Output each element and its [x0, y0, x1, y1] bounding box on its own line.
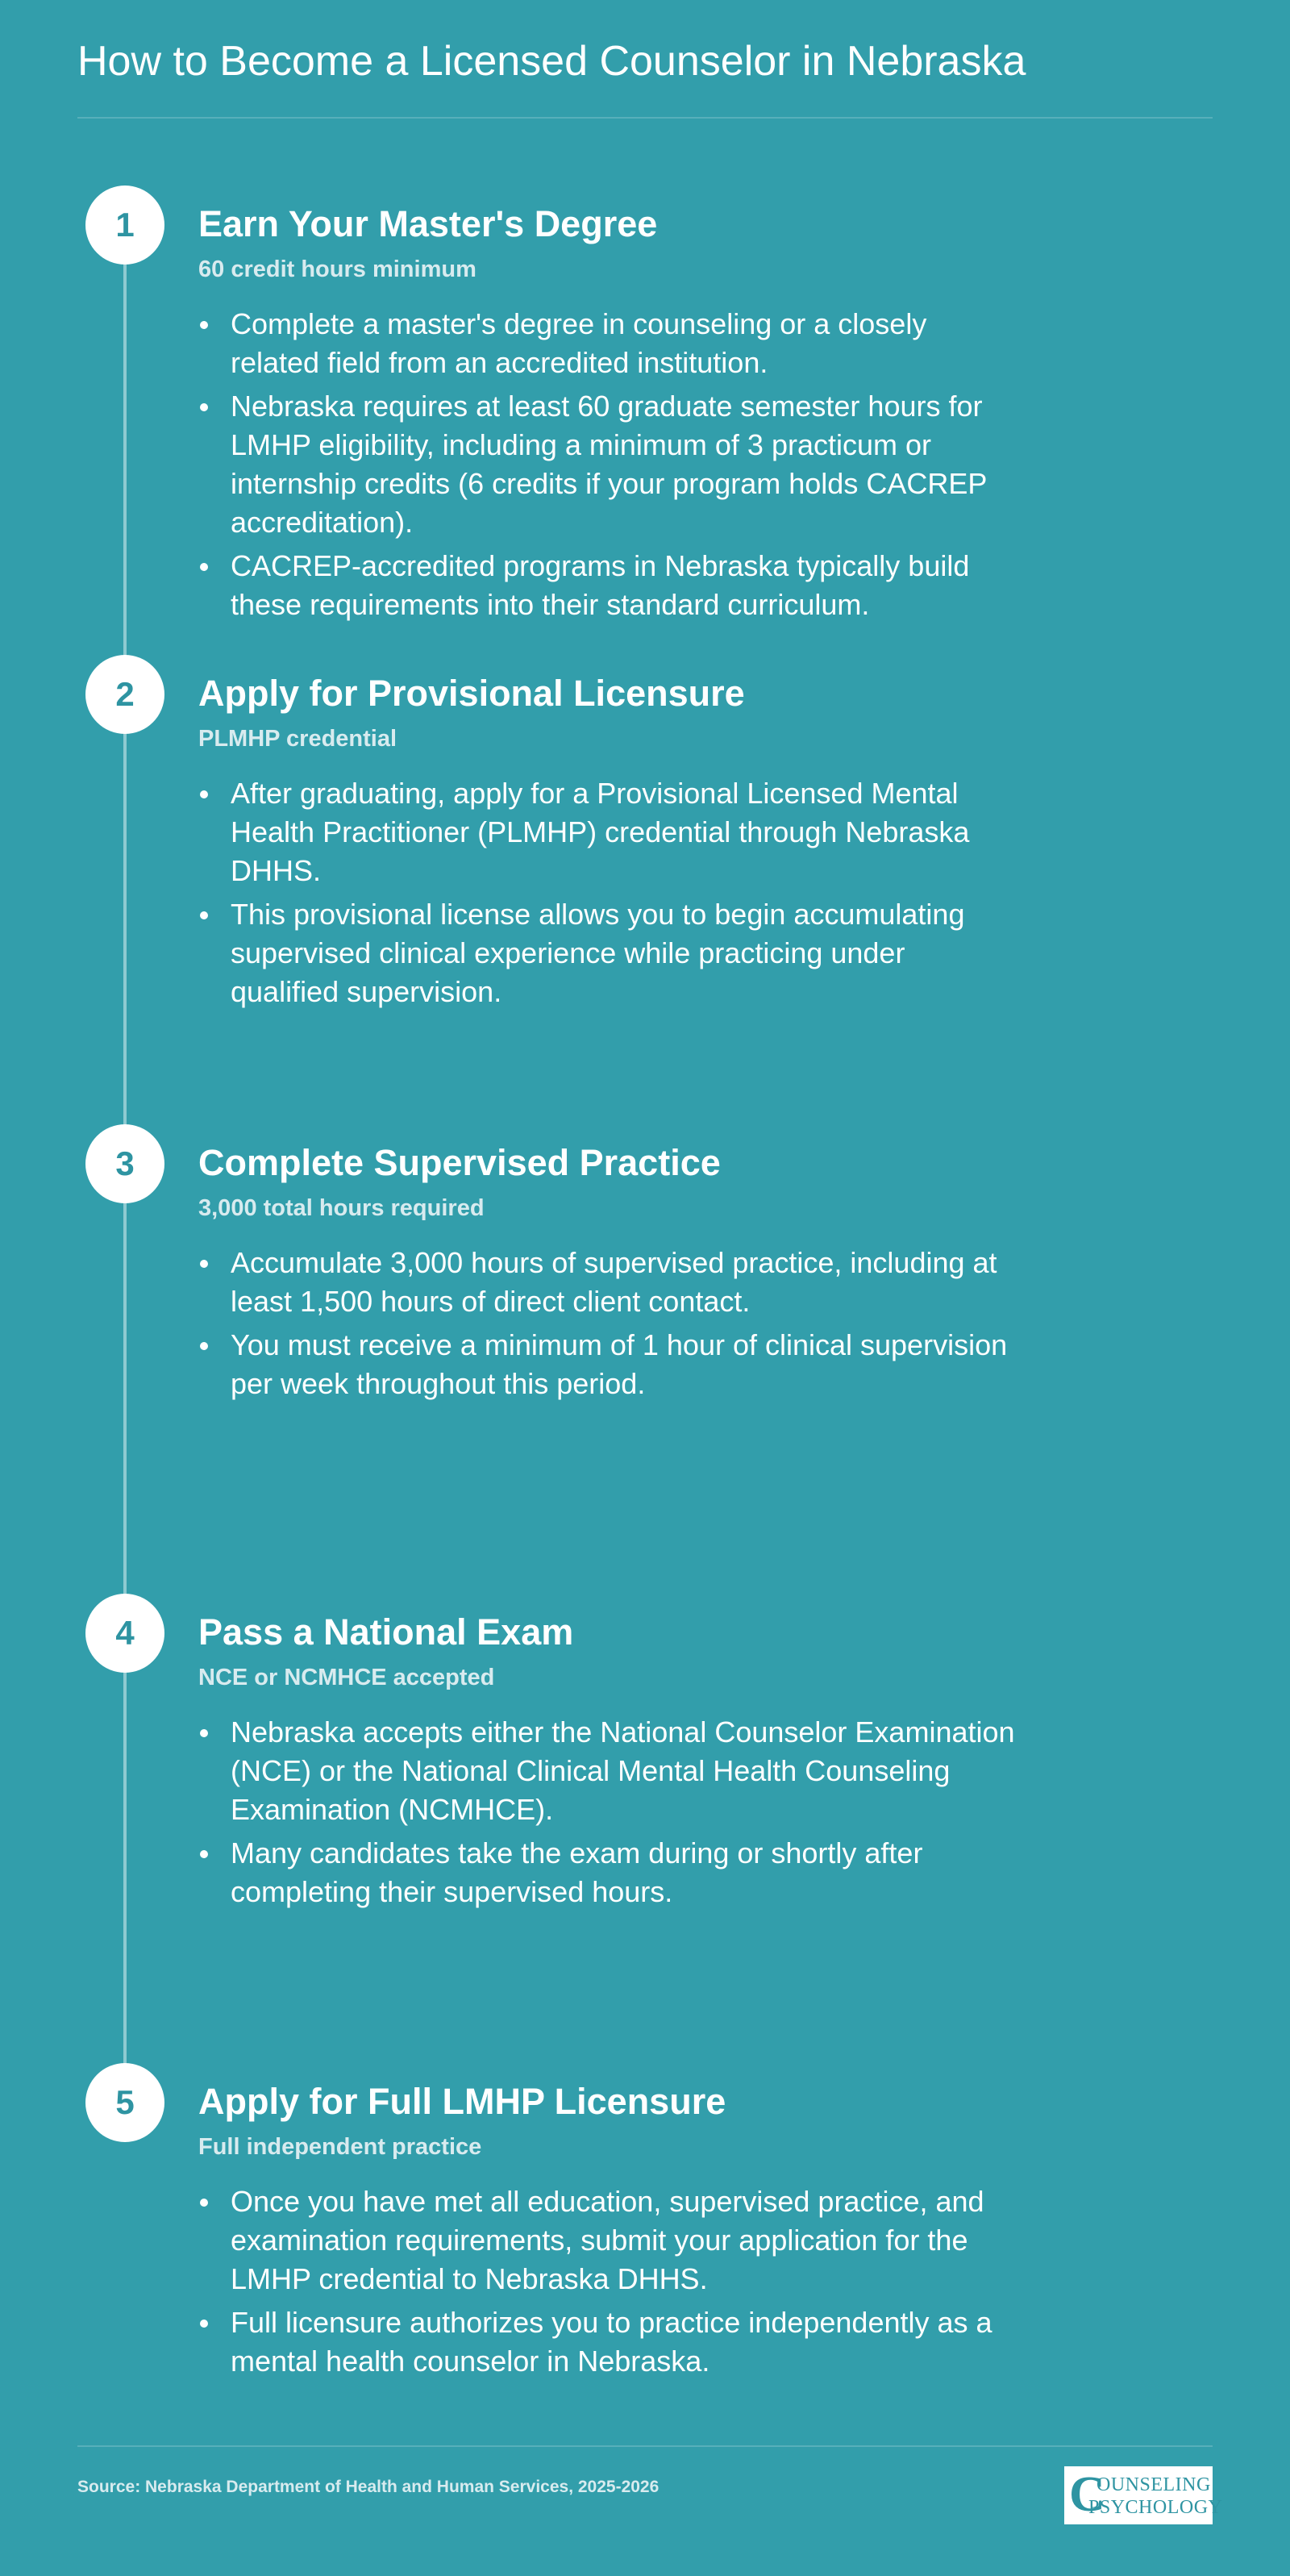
step-number-badge: 2 [85, 655, 164, 734]
bullet-item: This provisional license allows you to begin accumulating supervised clinical experience while practicing under qualified supervision. [198, 895, 1021, 1011]
bullet-item: Many candidates take the exam during or shortly after completing their supervised hours. [198, 1834, 1021, 1911]
step-subtitle: 3,000 total hours required [198, 1195, 485, 1221]
bullet-item: Complete a master's degree in counseling or a closely related field from an accredited institution. [198, 305, 1021, 382]
step-bullet-list [198, 1713, 1021, 1916]
step-bullet-list [198, 774, 1021, 1016]
step-bullet-list [198, 1244, 1021, 1408]
bullet-item: CACREP-accredited programs in Nebraska typically build these requirements into their standard curriculum. [198, 547, 1021, 624]
step-subtitle: Full independent practice [198, 2134, 482, 2160]
bullet-item: Nebraska accepts either the National Counselor Examination (NCE) or the National Clinical Mental Health Counseling Examination (NCMHCE). [198, 1713, 1021, 1829]
source-citation: Source: Nebraska Department of Health and Human Services, 2025-2026 [77, 2478, 660, 2496]
step-title: Earn Your Master's Degree [198, 203, 658, 244]
page-title: How to Become a Licensed Counselor in Nebraska [77, 38, 1026, 85]
header-divider [77, 117, 1213, 119]
logo-initial: C [1069, 2467, 1105, 2522]
step-subtitle: NCE or NCMHCE accepted [198, 1665, 495, 1690]
step-number-badge: 5 [85, 2063, 164, 2142]
step-title: Apply for Full LMHP Licensure [198, 2081, 726, 2122]
bullet-item: You must receive a minimum of 1 hour of clinical supervision per week throughout this period. [198, 1326, 1021, 1403]
bullet-item: Full licensure authorizes you to practice independently as a mental health counselor in Nebraska. [198, 2303, 1021, 2381]
bullet-item: Nebraska requires at least 60 graduate semester hours for LMHP eligibility, including a minimum of 3 practicum or internship credits (6 credits if your program holds CACREP accreditation). [198, 387, 1021, 542]
step-subtitle: 60 credit hours minimum [198, 256, 476, 282]
logo-line-1: OUNSELING [1096, 2474, 1211, 2495]
counseling-psychology-logo [1064, 2466, 1223, 2524]
step-number-badge: 4 [85, 1594, 164, 1673]
logo-line-2: PSYCHOLOGY [1088, 2497, 1223, 2518]
step-number-badge: 3 [85, 1124, 164, 1203]
footer-divider [77, 2445, 1213, 2447]
step-subtitle: PLMHP credential [198, 726, 397, 752]
step-title: Pass a National Exam [198, 1611, 574, 1653]
step-number-badge: 1 [85, 185, 164, 265]
step-title: Complete Supervised Practice [198, 1142, 721, 1183]
bullet-item: Accumulate 3,000 hours of supervised practice, including at least 1,500 hours of direct client contact. [198, 1244, 1021, 1321]
bullet-item: After graduating, apply for a Provisional Licensed Mental Health Practitioner (PLMHP) credential through Nebraska DHHS. [198, 774, 1021, 890]
step-bullet-list [198, 2182, 1021, 2386]
step-bullet-list [198, 305, 1021, 629]
step-title: Apply for Provisional Licensure [198, 673, 745, 714]
bullet-item: Once you have met all education, supervised practice, and examination requirements, submit your application for the LMHP credential to Nebraska DHHS. [198, 2182, 1021, 2299]
